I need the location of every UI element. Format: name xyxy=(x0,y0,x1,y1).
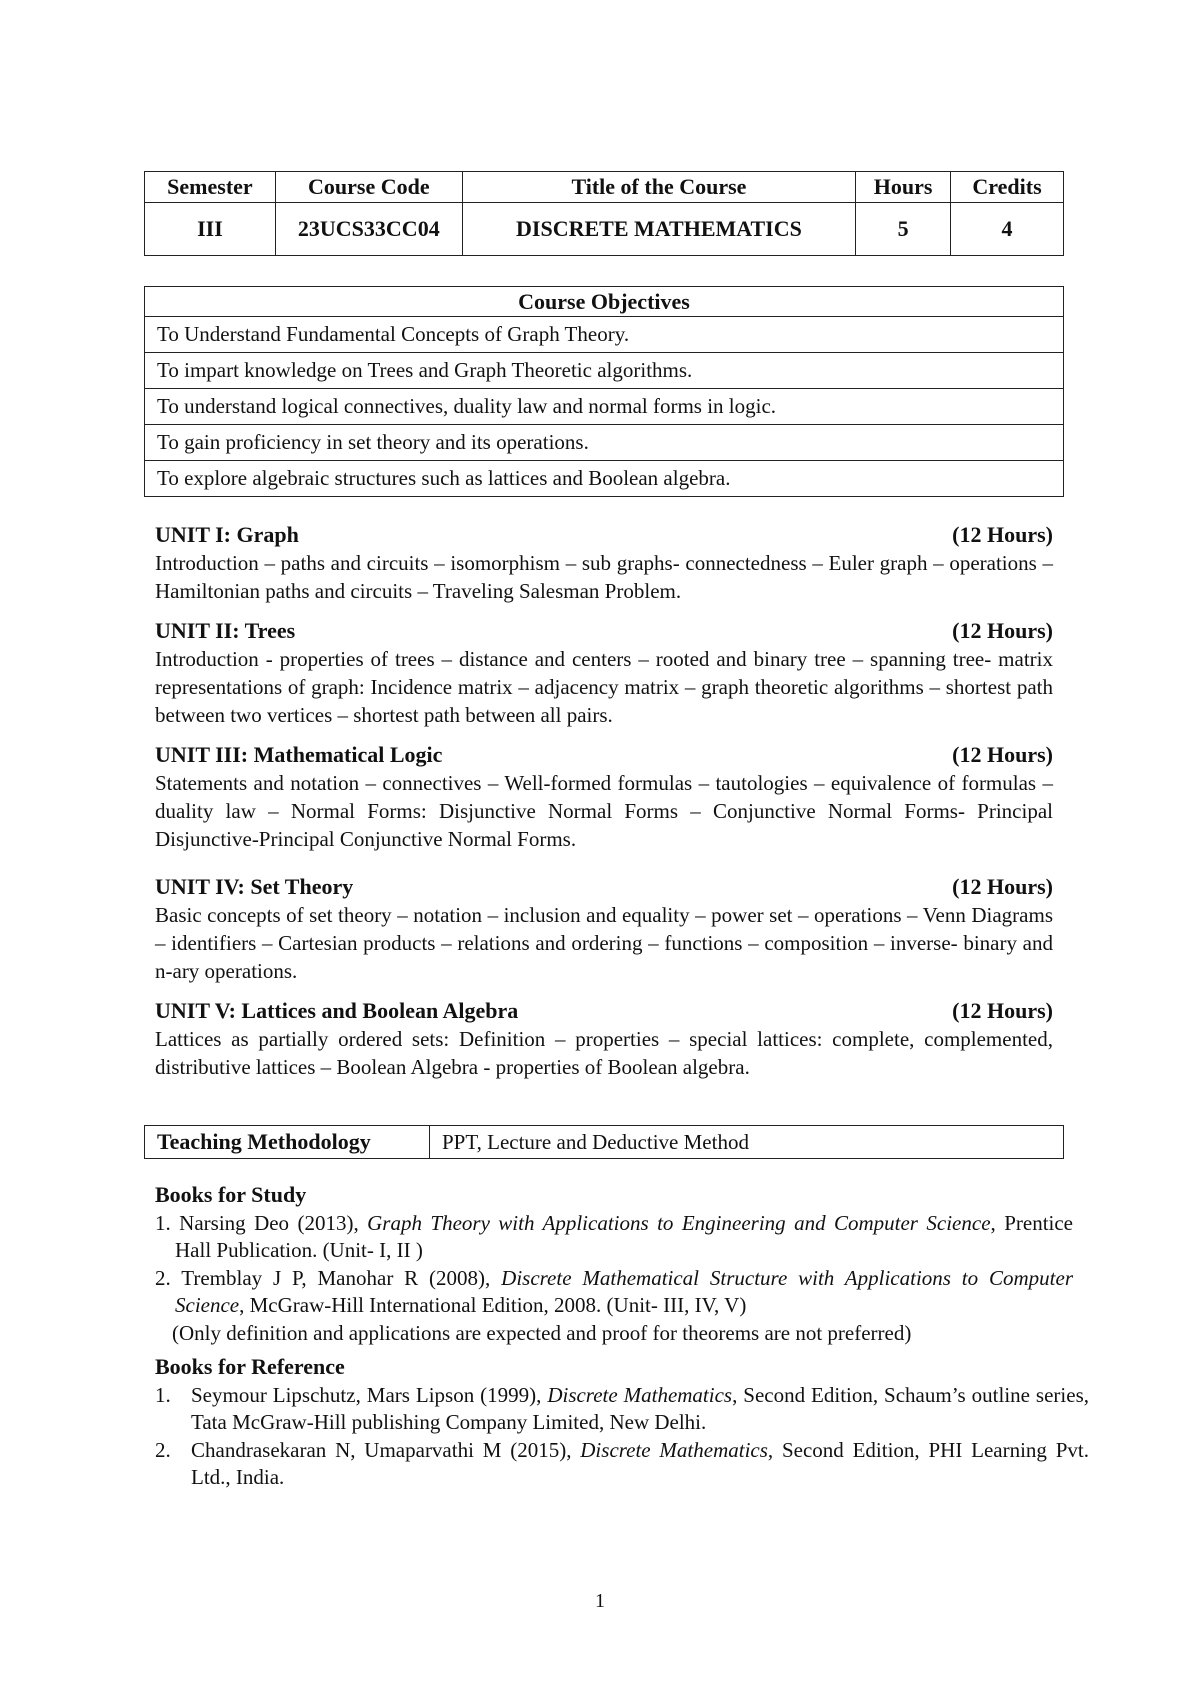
unit-title: UNIT IV: Set Theory xyxy=(155,874,354,899)
header-hours: Hours xyxy=(856,172,951,203)
ref-authors: Tremblay J P, Manohar R (2008), xyxy=(181,1266,502,1290)
unit-title-row xyxy=(155,997,1053,1025)
objective-item: To impart knowledge on Trees and Graph Theoretic algorithms. xyxy=(145,353,1064,389)
study-book-2 xyxy=(155,1265,1073,1319)
course-title-value: DISCRETE MATHEMATICS xyxy=(462,203,855,256)
course-code-value: 23UCS33CC04 xyxy=(275,203,462,256)
ref-details: , Prentice Hall Publication. (Unit- I, II ) xyxy=(175,1211,1074,1262)
books-study-heading: Books for Study xyxy=(155,1182,307,1207)
unit-body: Basic concepts of set theory – notation – inclusion and equality – power set – operations – Venn Diagrams – identifiers – Cartesian products – relations and ordering – functions – composition – inverse- binary and n-ary operations. xyxy=(155,903,1053,983)
unit-title-row xyxy=(155,521,1053,549)
header-semester: Semester xyxy=(145,172,276,203)
ref-authors: Chandrasekaran N, Umaparvathi M (2015), xyxy=(191,1438,581,1462)
unit-hours: (12 Hours) xyxy=(952,998,1053,1023)
study-book-1 xyxy=(155,1210,1073,1264)
page-number: 1 xyxy=(595,1590,605,1612)
unit-4 xyxy=(155,873,1053,985)
unit-5 xyxy=(155,997,1053,1081)
unit-title: UNIT V: Lattices and Boolean Algebra xyxy=(155,998,519,1023)
books-reference-heading: Books for Reference xyxy=(155,1354,345,1379)
course-info-table xyxy=(144,171,1064,256)
unit-hours: (12 Hours) xyxy=(952,618,1053,643)
objective-item: To explore algebraic structures such as lattices and Boolean algebra. xyxy=(145,461,1064,497)
teaching-methodology-label: Teaching Methodology xyxy=(145,1126,430,1159)
unit-title-row xyxy=(155,617,1053,645)
unit-hours: (12 Hours) xyxy=(952,742,1053,767)
unit-hours: (12 Hours) xyxy=(952,874,1053,899)
unit-body: Lattices as partially ordered sets: Definition – properties – special lattices: complete, complemented, distributive lattices – Boolean Algebra - properties of Boolean algebra. xyxy=(155,1027,1053,1079)
ref-number: 2. xyxy=(155,1438,171,1462)
ref-authors: Seymour Lipschutz, Mars Lipson (1999), xyxy=(191,1383,548,1407)
ref-number: 1. xyxy=(155,1383,171,1407)
unit-2 xyxy=(155,617,1053,729)
ref-title: Discrete Mathematical Structure with Applications to Computer Science xyxy=(175,1266,1074,1317)
unit-3 xyxy=(155,741,1053,853)
hours-value: 5 xyxy=(856,203,951,256)
ref-authors: Narsing Deo (2013), xyxy=(179,1211,368,1235)
unit-title: UNIT I: Graph xyxy=(155,522,299,547)
ref-title: Graph Theory with Applications to Engineering and Computer Science xyxy=(367,1211,991,1235)
objectives-heading: Course Objectives xyxy=(145,287,1064,317)
unit-body: Introduction - properties of trees – distance and centers – rooted and binary tree – spanning tree- matrix representations of graph: Incidence matrix – adjacency matrix – graph theoretic algorithms – shortest path between two vertices – shortest path between all pairs. xyxy=(155,647,1053,727)
header-course-code: Course Code xyxy=(275,172,462,203)
unit-body: Introduction – paths and circuits – isomorphism – sub graphs- connectedness – Euler graph – operations – Hamiltonian paths and circuits – Traveling Salesman Problem. xyxy=(155,551,1053,603)
objective-item: To Understand Fundamental Concepts of Graph Theory. xyxy=(145,317,1064,353)
course-info-row xyxy=(145,203,1064,256)
course-objectives-table xyxy=(144,286,1064,497)
teaching-methodology-table xyxy=(144,1125,1064,1159)
ref-title: Discrete Mathematics xyxy=(547,1383,733,1407)
ref-number: 2. xyxy=(155,1266,171,1290)
course-info-header-row xyxy=(145,172,1064,203)
ref-number: 1. xyxy=(155,1211,171,1235)
unit-title-row xyxy=(155,741,1053,769)
semester-value: III xyxy=(145,203,276,256)
unit-hours: (12 Hours) xyxy=(952,522,1053,547)
ref-details: , McGraw-Hill International Edition, 2008. (Unit- III, IV, V) xyxy=(239,1293,747,1317)
unit-body: Statements and notation – connectives – Well-formed formulas – tautologies – equivalence of formulas – duality law – Normal Forms: Disjunctive Normal Forms – Conjunctive Normal Forms- Principal Disjunctive-Principal Conjunctive Normal Forms. xyxy=(155,771,1053,851)
credits-value: 4 xyxy=(951,203,1064,256)
unit-title-row xyxy=(155,873,1053,901)
reference-book-2 xyxy=(155,1437,1089,1491)
ref-title: Discrete Mathematics xyxy=(580,1438,768,1462)
header-course-title: Title of the Course xyxy=(462,172,855,203)
objective-item: To understand logical connectives, duality law and normal forms in logic. xyxy=(145,389,1064,425)
unit-title: UNIT III: Mathematical Logic xyxy=(155,742,443,767)
study-note: (Only definition and applications are expected and proof for theorems are not preferred) xyxy=(172,1321,912,1345)
header-credits: Credits xyxy=(951,172,1064,203)
teaching-methodology-value: PPT, Lecture and Deductive Method xyxy=(430,1126,1064,1159)
ref-details: , Second Edition, Schaum’s outline series, Tata McGraw-Hill publishing Company Limited, New Delhi. xyxy=(191,1383,1089,1434)
ref-details: , Second Edition, PHI Learning Pvt. Ltd., India. xyxy=(191,1438,1090,1489)
objective-item: To gain proficiency in set theory and its operations. xyxy=(145,425,1064,461)
unit-1 xyxy=(155,521,1053,605)
unit-title: UNIT II: Trees xyxy=(155,618,296,643)
reference-book-1 xyxy=(155,1382,1089,1436)
